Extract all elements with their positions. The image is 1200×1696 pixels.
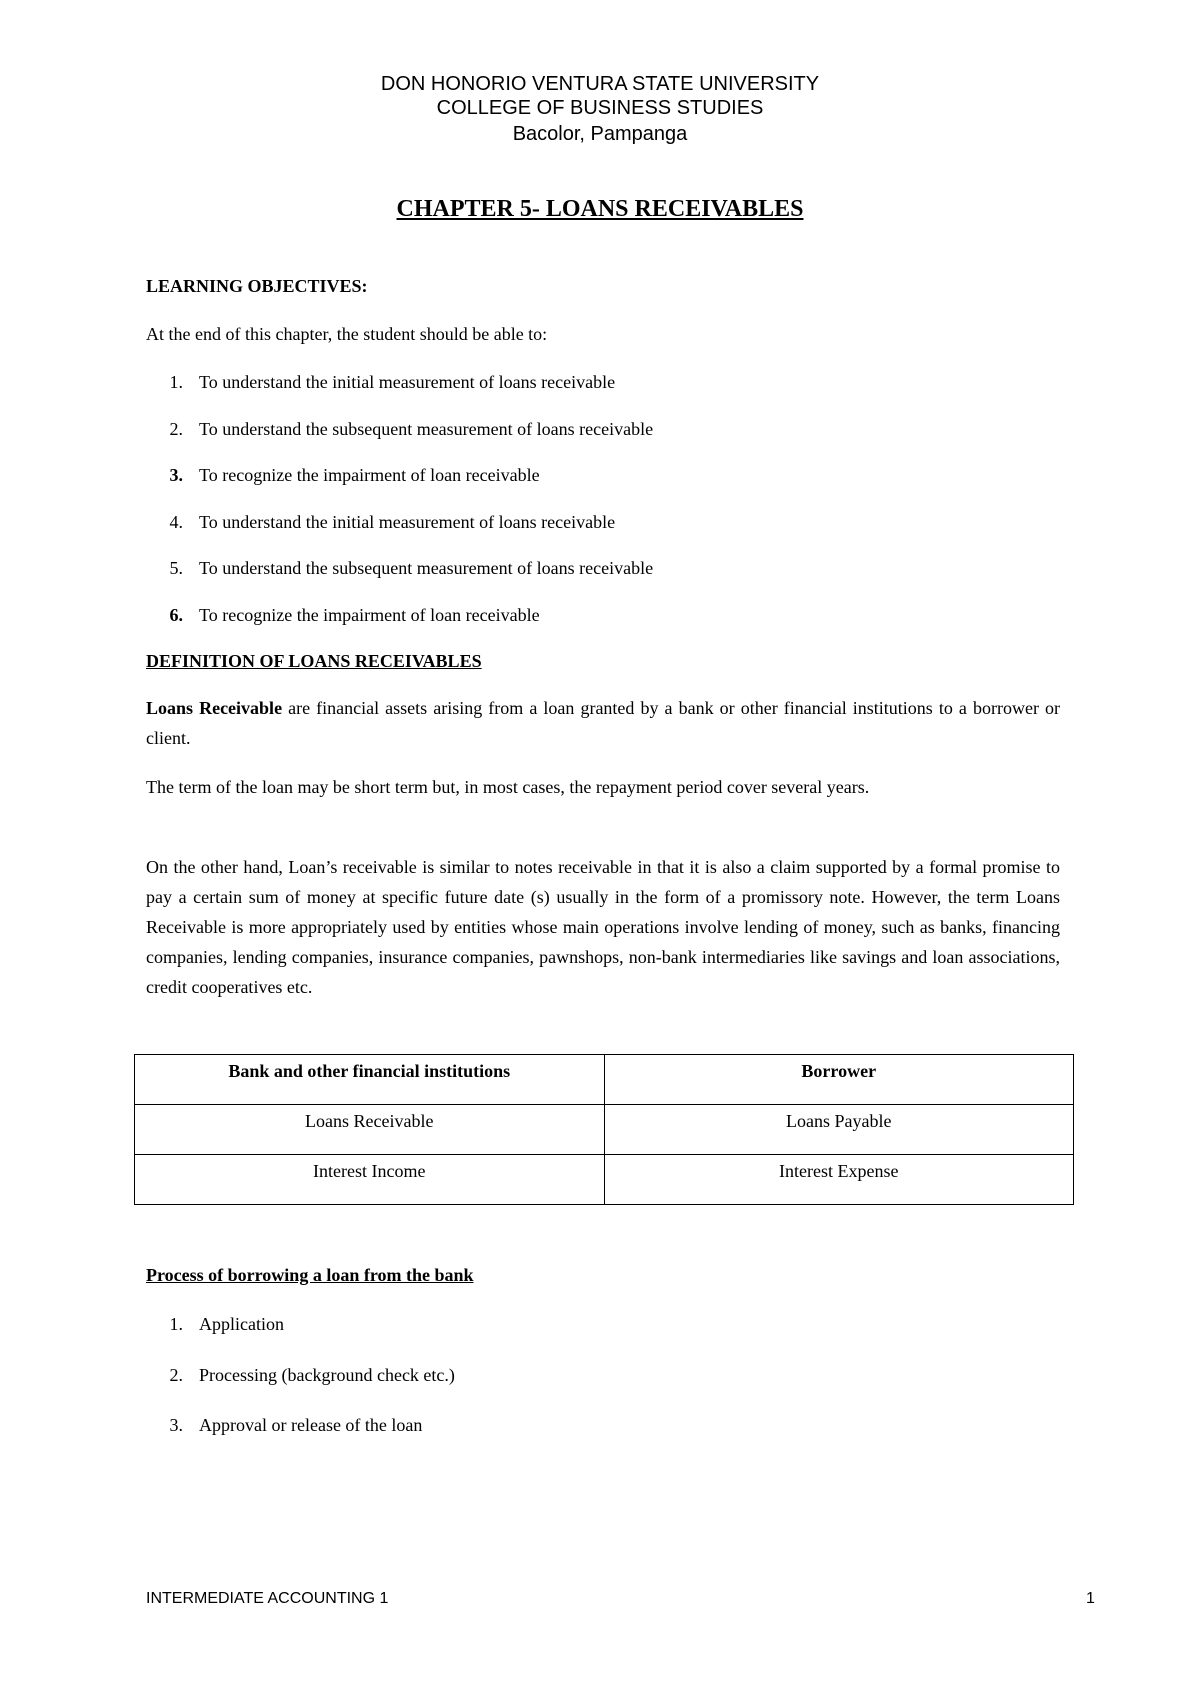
list-item-number: 3. xyxy=(169,465,183,485)
definition-paragraph-3: On the other hand, Loan’s receivable is similar to notes receivable in that it is also a claim supported by a formal promise to pay a certain sum of money at specific future date (s) usually in the form of a promissory note. However, the term Loans Receivable is more appropriately used by entities whose main operations involve lending of money, such as banks, financing companies, lending companies, insurance companies, pawnshops, non-bank intermediaries like savings and loan associations, credit cooperatives etc. xyxy=(146,857,1060,997)
college-name: COLLEGE OF BUSINESS STUDIES xyxy=(436,97,764,119)
list-item-text: To recognize the impairment of loan receivable xyxy=(199,605,540,625)
list-item xyxy=(146,1365,455,1386)
table-row xyxy=(135,1155,1074,1205)
definition-heading: DEFINITION OF LOANS RECEIVABLES xyxy=(146,651,482,671)
table-header-cell: Borrower xyxy=(604,1055,1074,1105)
list-item-text: Application xyxy=(199,1314,284,1334)
table-cell: Interest Income xyxy=(135,1155,605,1205)
table-row xyxy=(135,1105,1074,1155)
list-item-number: 5. xyxy=(169,558,183,578)
location: Bacolor, Pampanga xyxy=(512,123,688,145)
list-item-number: 4. xyxy=(169,512,183,532)
definition-term: Loans Receivable xyxy=(146,698,283,718)
accounts-table xyxy=(134,1054,1074,1205)
list-item-text: To understand the subsequent measurement of loans receivable xyxy=(199,419,654,439)
footer-course: INTERMEDIATE ACCOUNTING 1 xyxy=(146,1590,389,1607)
university-name: DON HONORIO VENTURA STATE UNIVERSITY xyxy=(380,73,820,95)
definition-text: are financial assets arising from a loan granted by a bank or other financial institutions to a borrower or client. xyxy=(146,698,1060,748)
list-item-text: To understand the subsequent measurement of loans receivable xyxy=(199,558,654,578)
list-item-number: 3. xyxy=(169,1415,183,1435)
learning-objectives-heading: LEARNING OBJECTIVES: xyxy=(146,276,368,296)
list-item-text: To understand the initial measurement of loans receivable xyxy=(199,372,616,392)
list-item xyxy=(146,558,653,579)
list-item xyxy=(146,419,653,440)
list-item-text: Approval or release of the loan xyxy=(199,1415,423,1435)
list-item xyxy=(146,465,540,486)
list-item xyxy=(146,605,540,626)
list-item-number: 6. xyxy=(169,605,183,625)
list-item xyxy=(146,1314,284,1335)
definition-paragraph-2: The term of the loan may be short term but, in most cases, the repayment period cover several years. xyxy=(146,777,870,797)
list-item-text: Processing (background check etc.) xyxy=(199,1365,455,1385)
process-heading: Process of borrowing a loan from the bank xyxy=(146,1265,474,1285)
list-item-number: 2. xyxy=(169,1365,183,1385)
list-item-text: To understand the initial measurement of loans receivable xyxy=(199,512,616,532)
list-item-number: 1. xyxy=(169,1314,183,1334)
chapter-title: CHAPTER 5- LOANS RECEIVABLES xyxy=(396,196,804,222)
table-header-row xyxy=(135,1055,1074,1105)
table-header-cell: Bank and other financial institutions xyxy=(135,1055,605,1105)
page-number: 1 xyxy=(1086,1590,1095,1607)
list-item xyxy=(146,1415,422,1436)
list-item-text: To recognize the impairment of loan receivable xyxy=(199,465,540,485)
table-cell: Loans Payable xyxy=(604,1105,1074,1155)
list-item-number: 1. xyxy=(169,372,183,392)
list-item-number: 2. xyxy=(169,419,183,439)
learning-objectives-intro: At the end of this chapter, the student should be able to: xyxy=(146,324,548,344)
list-item xyxy=(146,512,615,533)
table-cell: Loans Receivable xyxy=(135,1105,605,1155)
definition-paragraph-1 xyxy=(146,693,1060,753)
list-item xyxy=(146,372,615,393)
table-cell: Interest Expense xyxy=(604,1155,1074,1205)
document-header xyxy=(0,72,1200,147)
